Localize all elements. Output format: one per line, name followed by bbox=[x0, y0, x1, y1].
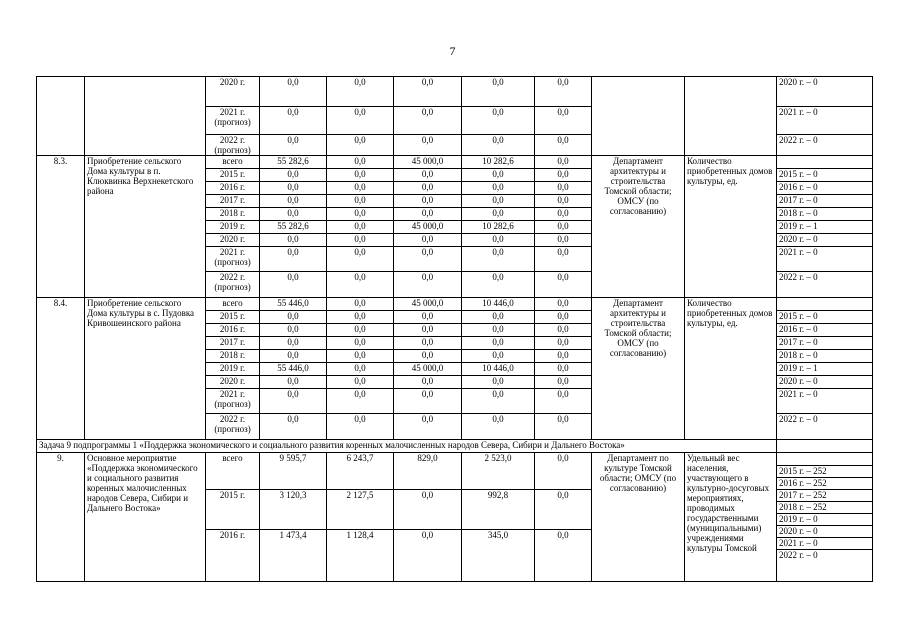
regional-value: 0,0 bbox=[394, 389, 462, 414]
total-value: 0,0 bbox=[260, 234, 327, 247]
indicator-value: 2022 г. – 0 bbox=[777, 549, 872, 561]
regional-value: 0,0 bbox=[394, 324, 462, 337]
executor-cell: Департамент архитектуры и строительства Томской области; ОМСУ (по согласованию) bbox=[592, 298, 685, 440]
local-value: 0,0 bbox=[462, 324, 535, 337]
year-cell: 2015 г. bbox=[206, 169, 260, 182]
indicator-value: 2022 г. – 0 bbox=[777, 272, 873, 298]
year-cell: 2017 г. bbox=[206, 195, 260, 208]
local-value: 0,0 bbox=[462, 376, 535, 389]
regional-value: 45 000,0 bbox=[394, 363, 462, 376]
local-value: 0,0 bbox=[462, 234, 535, 247]
total-value: 0,0 bbox=[260, 247, 327, 272]
total-value: 0,0 bbox=[260, 107, 327, 135]
indicator-value: 2018 г. – 0 bbox=[777, 350, 873, 363]
indicator-value bbox=[777, 298, 873, 311]
regional-value: 0,0 bbox=[394, 135, 462, 156]
regional-value: 0,0 bbox=[394, 208, 462, 221]
federal-value: 0,0 bbox=[327, 182, 394, 195]
local-value: 0,0 bbox=[462, 389, 535, 414]
year-cell: 2016 г. bbox=[206, 530, 260, 582]
task-heading: Задача 9 подпрограммы 1 «Поддержка экономического и социального развития коренных малочисленных народов Севера, Сибири и Дальнего Востока» bbox=[37, 440, 777, 453]
other-value: 0,0 bbox=[535, 135, 592, 156]
year-cell: 2015 г. bbox=[206, 490, 260, 530]
regional-value: 0,0 bbox=[394, 272, 462, 298]
indicator-name-cell: Удельный вес населения, участвующего в культурно-досуговых мероприятиях, проводимых государственными (муниципальными) учреждениями культуры Томской bbox=[685, 453, 777, 582]
federal-value: 0,0 bbox=[327, 156, 394, 169]
table-row bbox=[37, 298, 873, 311]
year-cell: 2017 г. bbox=[206, 337, 260, 350]
total-value: 0,0 bbox=[260, 135, 327, 156]
regional-value: 0,0 bbox=[394, 182, 462, 195]
regional-value: 0,0 bbox=[394, 77, 462, 107]
other-value: 0,0 bbox=[535, 389, 592, 414]
year-cell: всего bbox=[206, 453, 260, 490]
total-value: 0,0 bbox=[260, 350, 327, 363]
regional-value: 0,0 bbox=[394, 234, 462, 247]
num-cell bbox=[37, 77, 85, 156]
local-value: 0,0 bbox=[462, 337, 535, 350]
regional-value: 0,0 bbox=[394, 530, 462, 582]
indicator-value: 2016 г. – 0 bbox=[777, 324, 873, 337]
regional-value: 0,0 bbox=[394, 311, 462, 324]
federal-value: 0,0 bbox=[327, 272, 394, 298]
other-value: 0,0 bbox=[535, 376, 592, 389]
other-value: 0,0 bbox=[535, 107, 592, 135]
table-row bbox=[37, 77, 873, 107]
indicator-value: 2018 г. – 0 bbox=[777, 208, 873, 221]
regional-value: 0,0 bbox=[394, 490, 462, 530]
federal-value: 0,0 bbox=[327, 234, 394, 247]
other-value: 0,0 bbox=[535, 324, 592, 337]
other-value: 0,0 bbox=[535, 169, 592, 182]
program-table bbox=[36, 76, 873, 582]
total-value: 0,0 bbox=[260, 195, 327, 208]
regional-value: 0,0 bbox=[394, 169, 462, 182]
year-cell: 2019 г. bbox=[206, 221, 260, 234]
name-cell bbox=[85, 77, 206, 156]
federal-value: 0,0 bbox=[327, 363, 394, 376]
year-cell: 2018 г. bbox=[206, 208, 260, 221]
indicator-values-cell bbox=[777, 453, 873, 582]
executor-cell bbox=[592, 77, 685, 156]
federal-value: 2 127,5 bbox=[327, 490, 394, 530]
federal-value: 0,0 bbox=[327, 135, 394, 156]
indicator-value: 2017 г. – 0 bbox=[777, 337, 873, 350]
federal-value: 0,0 bbox=[327, 376, 394, 389]
indicator-value: 2016 г. – 0 bbox=[777, 182, 873, 195]
other-value: 0,0 bbox=[535, 182, 592, 195]
year-cell: всего bbox=[206, 298, 260, 311]
table-row bbox=[37, 453, 873, 490]
page-number: 7 bbox=[449, 44, 456, 58]
item-name: Основное мероприятие «Поддержка экономического и социального развития коренных малочисленных народов Севера, Сибири и Дальнего Востока» bbox=[85, 453, 206, 582]
other-value: 0,0 bbox=[535, 453, 592, 490]
other-value: 0,0 bbox=[535, 298, 592, 311]
other-value: 0,0 bbox=[535, 77, 592, 107]
indicator-value: 2020 г. – 0 bbox=[777, 376, 873, 389]
local-value: 10 446,0 bbox=[462, 298, 535, 311]
other-value: 0,0 bbox=[535, 221, 592, 234]
federal-value: 0,0 bbox=[327, 350, 394, 363]
total-value: 0,0 bbox=[260, 169, 327, 182]
indicator-value: 2018 г. – 252 bbox=[777, 501, 872, 513]
indicator-value: 2020 г. – 0 bbox=[777, 77, 873, 107]
year-cell: 2016 г. bbox=[206, 182, 260, 195]
total-value: 0,0 bbox=[260, 77, 327, 107]
indicator-spacer bbox=[777, 453, 872, 465]
local-value: 2 523,0 bbox=[462, 453, 535, 490]
other-value: 0,0 bbox=[535, 530, 592, 582]
other-value: 0,0 bbox=[535, 350, 592, 363]
year-cell: 2020 г. bbox=[206, 234, 260, 247]
indicator-value: 2021 г. – 0 bbox=[777, 247, 873, 272]
item-number: 8.3. bbox=[37, 156, 85, 298]
total-value: 55 282,6 bbox=[260, 156, 327, 169]
other-value: 0,0 bbox=[535, 195, 592, 208]
regional-value: 0,0 bbox=[394, 195, 462, 208]
local-value: 992,8 bbox=[462, 490, 535, 530]
other-value: 0,0 bbox=[535, 272, 592, 298]
indicator-value: 2015 г. – 0 bbox=[777, 169, 873, 182]
other-value: 0,0 bbox=[535, 156, 592, 169]
regional-value: 0,0 bbox=[394, 107, 462, 135]
indicator-name-cell: Количество приобретенных домов культуры, ед. bbox=[685, 156, 777, 298]
other-value: 0,0 bbox=[535, 414, 592, 440]
regional-value: 45 000,0 bbox=[394, 298, 462, 311]
indicator-value: 2021 г. – 0 bbox=[777, 537, 872, 549]
federal-value: 0,0 bbox=[327, 221, 394, 234]
total-value: 55 282,6 bbox=[260, 221, 327, 234]
total-value: 3 120,3 bbox=[260, 490, 327, 530]
other-value: 0,0 bbox=[535, 208, 592, 221]
indicator-name-cell bbox=[685, 77, 777, 156]
year-cell: 2021 г. (прогноз) bbox=[206, 247, 260, 272]
year-cell: 2020 г. bbox=[206, 376, 260, 389]
federal-value: 0,0 bbox=[327, 298, 394, 311]
indicator-value bbox=[777, 440, 873, 453]
federal-value: 1 128,4 bbox=[327, 530, 394, 582]
other-value: 0,0 bbox=[535, 337, 592, 350]
local-value: 10 282,6 bbox=[462, 221, 535, 234]
year-cell: 2020 г. bbox=[206, 77, 260, 107]
total-value: 0,0 bbox=[260, 389, 327, 414]
year-cell: 2022 г. (прогноз) bbox=[206, 414, 260, 440]
other-value: 0,0 bbox=[535, 247, 592, 272]
regional-value: 0,0 bbox=[394, 350, 462, 363]
indicator-value bbox=[777, 156, 873, 169]
total-value: 0,0 bbox=[260, 182, 327, 195]
local-value: 0,0 bbox=[462, 195, 535, 208]
local-value: 0,0 bbox=[462, 208, 535, 221]
total-value: 0,0 bbox=[260, 272, 327, 298]
executor-cell: Департамент по культуре Томской области; ОМСУ (по согласованию) bbox=[592, 453, 685, 582]
regional-value: 45 000,0 bbox=[394, 221, 462, 234]
other-value: 0,0 bbox=[535, 363, 592, 376]
year-cell: 2015 г. bbox=[206, 311, 260, 324]
local-value: 10 282,6 bbox=[462, 156, 535, 169]
local-value: 0,0 bbox=[462, 311, 535, 324]
indicator-name-cell: Количество приобретенных домов культуры, ед. bbox=[685, 298, 777, 440]
other-value: 0,0 bbox=[535, 234, 592, 247]
federal-value: 0,0 bbox=[327, 208, 394, 221]
indicator-value: 2015 г. – 0 bbox=[777, 311, 873, 324]
indicator-value: 2019 г. – 0 bbox=[777, 513, 872, 525]
federal-value: 0,0 bbox=[327, 389, 394, 414]
indicator-value: 2017 г. – 252 bbox=[777, 489, 872, 501]
indicator-value: 2019 г. – 1 bbox=[777, 221, 873, 234]
indicator-value: 2020 г. – 0 bbox=[777, 525, 872, 537]
total-value: 9 595,7 bbox=[260, 453, 327, 490]
year-cell: 2019 г. bbox=[206, 363, 260, 376]
year-cell: 2018 г. bbox=[206, 350, 260, 363]
federal-value: 0,0 bbox=[327, 107, 394, 135]
executor-cell: Департамент архитектуры и строительства Томской области; ОМСУ (по согласованию) bbox=[592, 156, 685, 298]
federal-value: 0,0 bbox=[327, 247, 394, 272]
item-name: Приобретение сельского Дома культуры в п. Клюквинка Верхнекетского района bbox=[85, 156, 206, 298]
total-value: 1 473,4 bbox=[260, 530, 327, 582]
indicator-value: 2016 г. – 252 bbox=[777, 477, 872, 489]
table-body bbox=[37, 77, 873, 582]
year-cell: 2022 г. (прогноз) bbox=[206, 135, 260, 156]
local-value: 0,0 bbox=[462, 350, 535, 363]
year-cell: 2022 г. (прогноз) bbox=[206, 272, 260, 298]
local-value: 0,0 bbox=[462, 77, 535, 107]
federal-value: 0,0 bbox=[327, 195, 394, 208]
total-value: 0,0 bbox=[260, 376, 327, 389]
task-heading-row bbox=[37, 440, 873, 453]
year-cell: 2016 г. bbox=[206, 324, 260, 337]
other-value: 0,0 bbox=[535, 311, 592, 324]
local-value: 0,0 bbox=[462, 107, 535, 135]
federal-value: 0,0 bbox=[327, 324, 394, 337]
regional-value: 0,0 bbox=[394, 376, 462, 389]
federal-value: 0,0 bbox=[327, 77, 394, 107]
local-value: 0,0 bbox=[462, 169, 535, 182]
local-value: 0,0 bbox=[462, 182, 535, 195]
regional-value: 829,0 bbox=[394, 453, 462, 490]
year-cell: 2021 г. (прогноз) bbox=[206, 389, 260, 414]
total-value: 55 446,0 bbox=[260, 363, 327, 376]
federal-value: 0,0 bbox=[327, 169, 394, 182]
indicator-value: 2021 г. – 0 bbox=[777, 389, 873, 414]
year-cell: 2021 г. (прогноз) bbox=[206, 107, 260, 135]
item-number: 9. bbox=[37, 453, 85, 582]
regional-value: 0,0 bbox=[394, 247, 462, 272]
total-value: 0,0 bbox=[260, 311, 327, 324]
indicator-value: 2020 г. – 0 bbox=[777, 234, 873, 247]
item-number: 8.4. bbox=[37, 298, 85, 440]
indicator-value: 2017 г. – 0 bbox=[777, 195, 873, 208]
federal-value: 0,0 bbox=[327, 414, 394, 440]
indicator-value: 2022 г. – 0 bbox=[777, 135, 873, 156]
local-value: 345,0 bbox=[462, 530, 535, 582]
federal-value: 6 243,7 bbox=[327, 453, 394, 490]
regional-value: 0,0 bbox=[394, 337, 462, 350]
total-value: 55 446,0 bbox=[260, 298, 327, 311]
federal-value: 0,0 bbox=[327, 337, 394, 350]
indicator-value: 2019 г. – 1 bbox=[777, 363, 873, 376]
other-value: 0,0 bbox=[535, 490, 592, 530]
total-value: 0,0 bbox=[260, 208, 327, 221]
indicator-value: 2015 г. – 252 bbox=[777, 465, 872, 477]
indicator-value: 2021 г. – 0 bbox=[777, 107, 873, 135]
local-value: 0,0 bbox=[462, 247, 535, 272]
regional-value: 0,0 bbox=[394, 414, 462, 440]
federal-value: 0,0 bbox=[327, 311, 394, 324]
item-name: Приобретение сельского Дома культуры в с. Пудовка Кривошеинского района bbox=[85, 298, 206, 440]
local-value: 10 446,0 bbox=[462, 363, 535, 376]
year-cell: всего bbox=[206, 156, 260, 169]
total-value: 0,0 bbox=[260, 414, 327, 440]
local-value: 0,0 bbox=[462, 272, 535, 298]
total-value: 0,0 bbox=[260, 337, 327, 350]
regional-value: 45 000,0 bbox=[394, 156, 462, 169]
local-value: 0,0 bbox=[462, 414, 535, 440]
indicator-value: 2022 г. – 0 bbox=[777, 414, 873, 440]
local-value: 0,0 bbox=[462, 135, 535, 156]
table-row bbox=[37, 156, 873, 169]
total-value: 0,0 bbox=[260, 324, 327, 337]
